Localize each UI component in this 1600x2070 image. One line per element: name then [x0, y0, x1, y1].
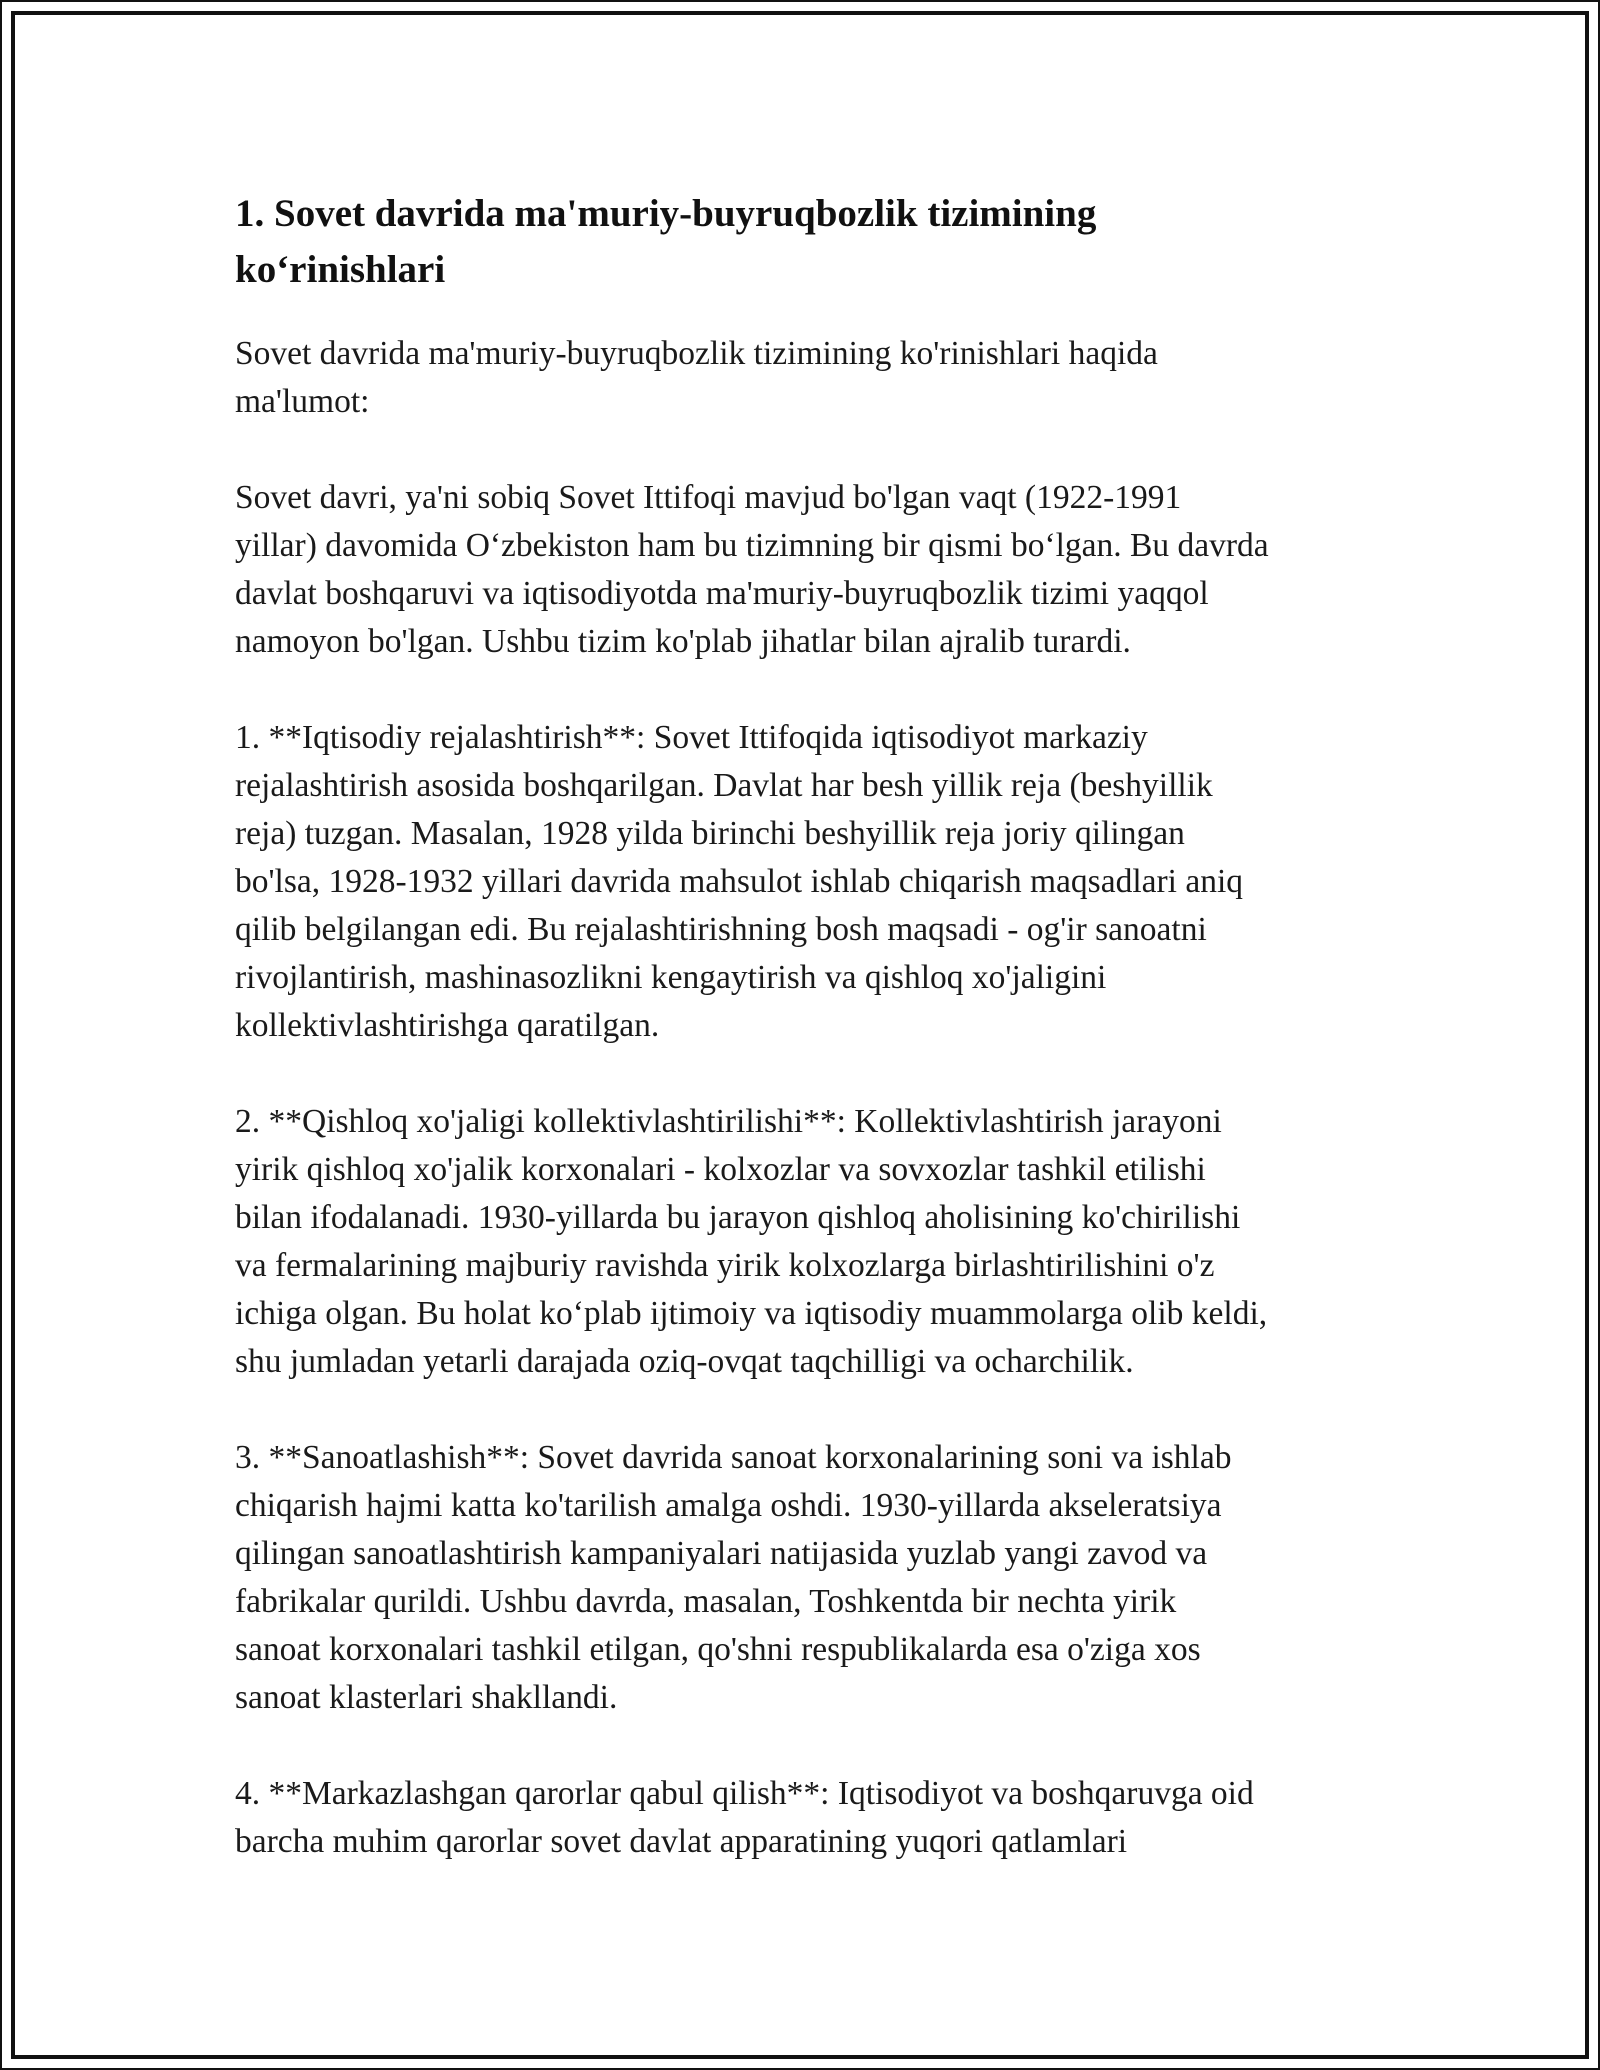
- point-1-paragraph: 1. **Iqtisodiy rejalashtirish**: Sovet Ittifoqida iqtisodiyot markaziy rejalashtirish asosida boshqarilgan. Davlat har besh yillik reja (beshyillik reja) tuzgan. Masalan, 1928 yilda birinchi beshyillik reja joriy qilingan bo'lsa, 1928-1932 yillari davrida mahsulot ishlab chiqarish maqsadlari aniq qilib belgilangan edi. Bu rejalashtirishning bosh maqsadi - og'ir sanoatni rivojlantirish, mashinasozlikni kengaytirish va qishloq xo'jaligini kollektivlashtirishga qaratilgan.: [235, 719, 1244, 1044]
- point-2-paragraph: 2. **Qishloq xo'jaligi kollektivlashtirilishi**: Kollektivlashtirish jarayoni yirik qishloq xo'jalik korxonalari - kolxozlar va sovxozlar tashkil etilishi bilan ifodalanadi. 1930-yillarda bu jarayon qishloq aholisining ko'chirilishi va fermalarining majburiy ravishda yirik kolxozlarga birlashtirilishini o'z ichiga olgan. Bu holat ko‘plab ijtimoiy va iqtisodiy muammolarga olib keldi, shu jumladan yetarli darajada oziq-ovqat taqchilligi va ocharchilik.: [235, 1103, 1268, 1380]
- point-4-paragraph: 4. **Markazlashgan qarorlar qabul qilish**: Iqtisodiyot va boshqaruvga oid barcha muhim qarorlar sovet davlat apparatining yuqori qatlamlari: [235, 1775, 1254, 1860]
- point-3-paragraph: 3. **Sanoatlashish**: Sovet davrida sanoat korxonalarining soni va ishlab chiqarish hajmi katta ko'tarilish amalga oshdi. 1930-yillarda akseleratsiya qilingan sanoatlashtirish kampaniyalari natijasida yuzlab yangi zavod va fabrikalar qurildi. Ushbu davrda, masalan, Toshkentda bir nechta yirik sanoat korxonalari tashkil etilgan, qo'shni respublikalarda esa o'ziga xos sanoat klasterlari shakllandi.: [235, 1439, 1232, 1716]
- intro-paragraph: Sovet davrida ma'muriy-buyruqbozlik tizimining ko'rinishlari haqida ma'lumot:: [235, 335, 1158, 420]
- section-title: 1. Sovet davrida ma'muriy-buyruqbozlik tizimining ko‘rinishlari: [235, 192, 1097, 291]
- document-body: [235, 186, 1375, 1866]
- context-paragraph: Sovet davri, ya'ni sobiq Sovet Ittifoqi mavjud bo'lgan vaqt (1922-1991 yillar) davomida O‘zbekiston ham bu tizimning bir qismi bo‘lgan. Bu davrda davlat boshqaruvi va iqtisodiyotda ma'muriy-buyruqbozlik tizimi yaqqol namoyon bo'lgan. Ushbu tizim ko'plab jihatlar bilan ajralib turardi.: [235, 479, 1269, 660]
